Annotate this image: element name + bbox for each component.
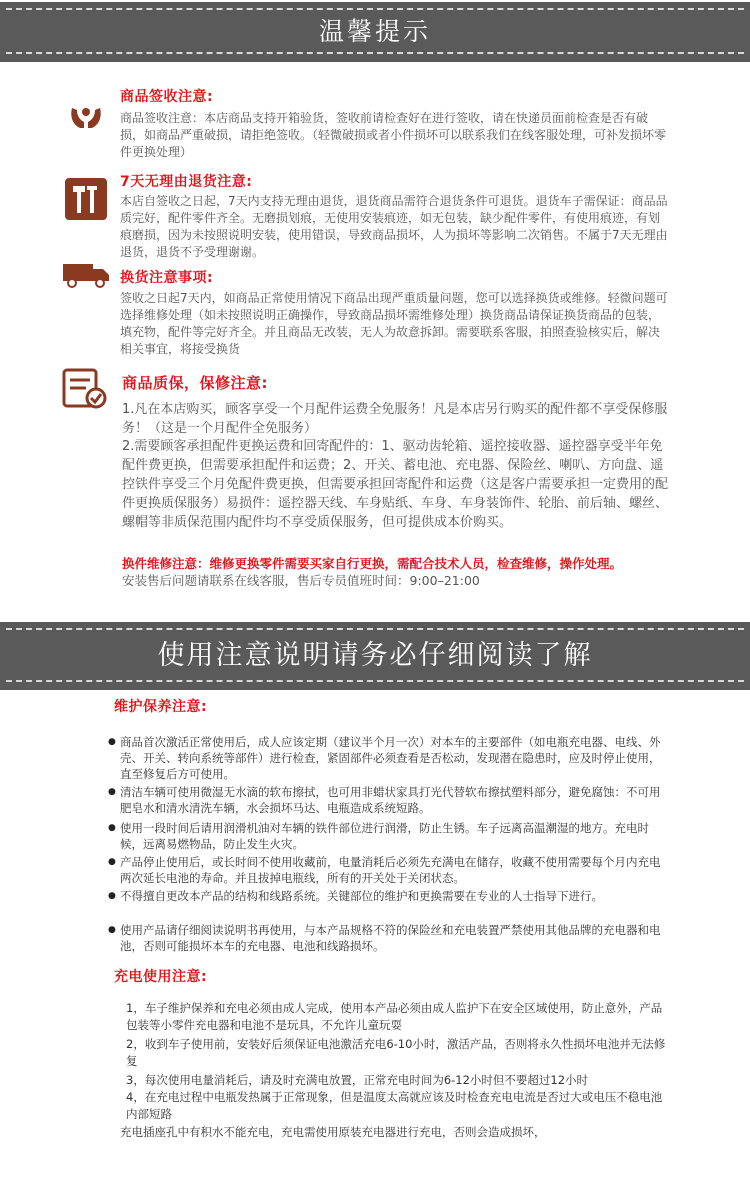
exchange-heading: 换货注意事项: xyxy=(120,270,214,286)
list-item: 1，车子维护保养和充电必须由成人完成，使用本产品必须由成人监护下在安全区域使用，防止意外，产品包装等小零件充电器和电池不是玩具，不允许儿童玩耍 xyxy=(126,1001,663,1032)
list-item: ● 不得擅自更改本产品的结构和线路系统。关键部位的维护和更换需要在专业的人士指导下进行。 xyxy=(120,888,665,904)
exchange-body: 签收之日起7天内，如商品正常使用情况下商品出现严重质量问题，您可以选择换货或维修。轻微问题可选择维修处理（如未按照说明正确操作，导致商品损坏需维修处理）换货商品请保证换货商品的包装，填充物，配件等完好齐全。并且商品无改装，无人为故意拆卸。需要联系客服，拍照查验核实后，解决相关事宜，将接受换货 xyxy=(120,291,668,356)
stitch-line xyxy=(6,628,744,630)
list-item: 充电插座孔中有积水不能充电，充电需使用原装充电器进行充电，否则会造成损坏， xyxy=(120,1125,546,1139)
list-item: 2，收到车子使用前，安装好后须保证电池激活充电6-10小时，激活产品，否则将永久性损坏电池并无法修复 xyxy=(126,1037,666,1068)
sign-body: 商品签收注意：本店商品支持开箱验货，签收前请检查好在进行签收，请在快递员面前检查是否有破损，如商品严重破损，请拒绝签收。（轻微破损或者小件损坏可以联系我们在线客服处理，可补发损坏零件更换处理） xyxy=(120,111,667,159)
list-item: ● 产品停止使用后，或长时间不使用收藏前，电量消耗后必须先充满电在储存，收藏不使用需要每个月内充电两次延长电池的寿命。并且拔掉电瓶线，所有的开关处于关闭状态。 xyxy=(120,854,665,886)
list-item: ● 商品首次激活正常使用后，成人应该定期（建议半个月一次）对本车的主要部件（如电瓶充电器、电线、外壳、开关、转向系统等部件）进行检查，紧固部件必须查看是否松动，发现潜在隐患时，应及时停止使用，直至修复后方可使用。 xyxy=(120,734,665,782)
list-item: 3，每次使用电量消耗后，请及时充满电放置，正常充电时间为6-12小时但不要超过12小时 xyxy=(126,1073,589,1087)
sign-heading: 商品签收注意: xyxy=(120,89,214,105)
warranty-body-1: 1.凡在本店购买，顾客享受一个月配件运费全免服务！凡是本店另行购买的配件都不享受保修服务！（这是一个月配件全免服务） xyxy=(122,402,668,436)
stitch-line xyxy=(6,8,744,10)
banner-title: 温馨提示 xyxy=(318,17,431,46)
form-check-icon xyxy=(62,368,108,410)
list-item: ● 清洁车辆可使用微湿无水滴的软布擦拭，也可用非蜡状家具打光代替软布擦拭塑料部分，避免腐蚀：不可用肥皂水和清水清洗车辆，水会损坏马达、电瓶造成系统短路。 xyxy=(120,784,665,816)
warranty-heading: 商品质保，保修注意: xyxy=(122,374,268,392)
list-item: 4，在充电过程中电瓶发热属于正常现象，但是温度太高就应该及时检查充电电流是否过大或电压不稳电池内部短路 xyxy=(126,1090,663,1121)
returns-body: 本店自签收之日起，7天内支持无理由退货，退货商品需符合退货条件可退货。退货车子需保证：商品品质完好，配件零件齐全。无磨损划痕，无使用安装痕迹，如无包装，缺少配件零件，有使用痕迹，有划痕磨损，因为未按照说明安装，使用错误，导致商品损坏，人为损坏等影响二次销售。不属于7天无理由退货，退货不予受理谢谢。 xyxy=(120,194,668,259)
header-banner-tips xyxy=(0,0,750,62)
stitch-line xyxy=(6,52,744,54)
list-item: ● 使用产品请仔细阅读说明书再使用，与本产品规格不符的保险丝和充电装置严禁使用其他品牌的充电器和电池，否则可能损坏本车的充电器、电池和线路损坏。 xyxy=(120,922,665,954)
service-hours: 安装售后问题请联系在线客服，售后专员值班时间：9:00–21:00 xyxy=(122,573,480,588)
truck-icon xyxy=(62,261,110,289)
list-item: ● 使用一段时间后请用润滑机油对车辆的铁件部位进行润滑，防止生锈。车子远离高温潮湿的地方。充电时候，远离易燃物品，防止发生火灾。 xyxy=(120,820,665,852)
charging-heading: 充电使用注意: xyxy=(114,969,208,985)
tools-icon xyxy=(64,177,108,221)
stitch-line xyxy=(6,680,744,682)
warranty-body-2: 2.需要顾客承担配件更换运费和回寄配件的：1、驱动齿轮箱、遥控接收器、遥控器享受半年免配件费更换，但需要承担配件和运费；2、开关、蓄电池、充电器、保险丝、喇叭、方向盘、遥控铁件享受三个月免配件费更换，但需要承担回寄配件和运费（这是客户需要承担一定费用的配件更换质保服务）易损件：遥控器天线、车身贴纸、车身、车身装饰件、轮胎、前后轴、螺丝、螺帽等非质保范围内配件均不享受质保服务，但可提供成本价购买。 xyxy=(122,439,669,530)
header-banner-instructions xyxy=(0,620,750,690)
returns-heading: 7天无理由退货注意: xyxy=(120,174,253,190)
hands-icon xyxy=(66,96,106,136)
banner-title: 使用注意说明请务必仔细阅读了解 xyxy=(157,640,593,671)
maintenance-heading: 维护保养注意: xyxy=(114,699,208,715)
repair-note: 换件维修注意：维修更换零件需要买家自行更换，需配合技术人员，检查维修，操作处理。 xyxy=(122,556,623,571)
